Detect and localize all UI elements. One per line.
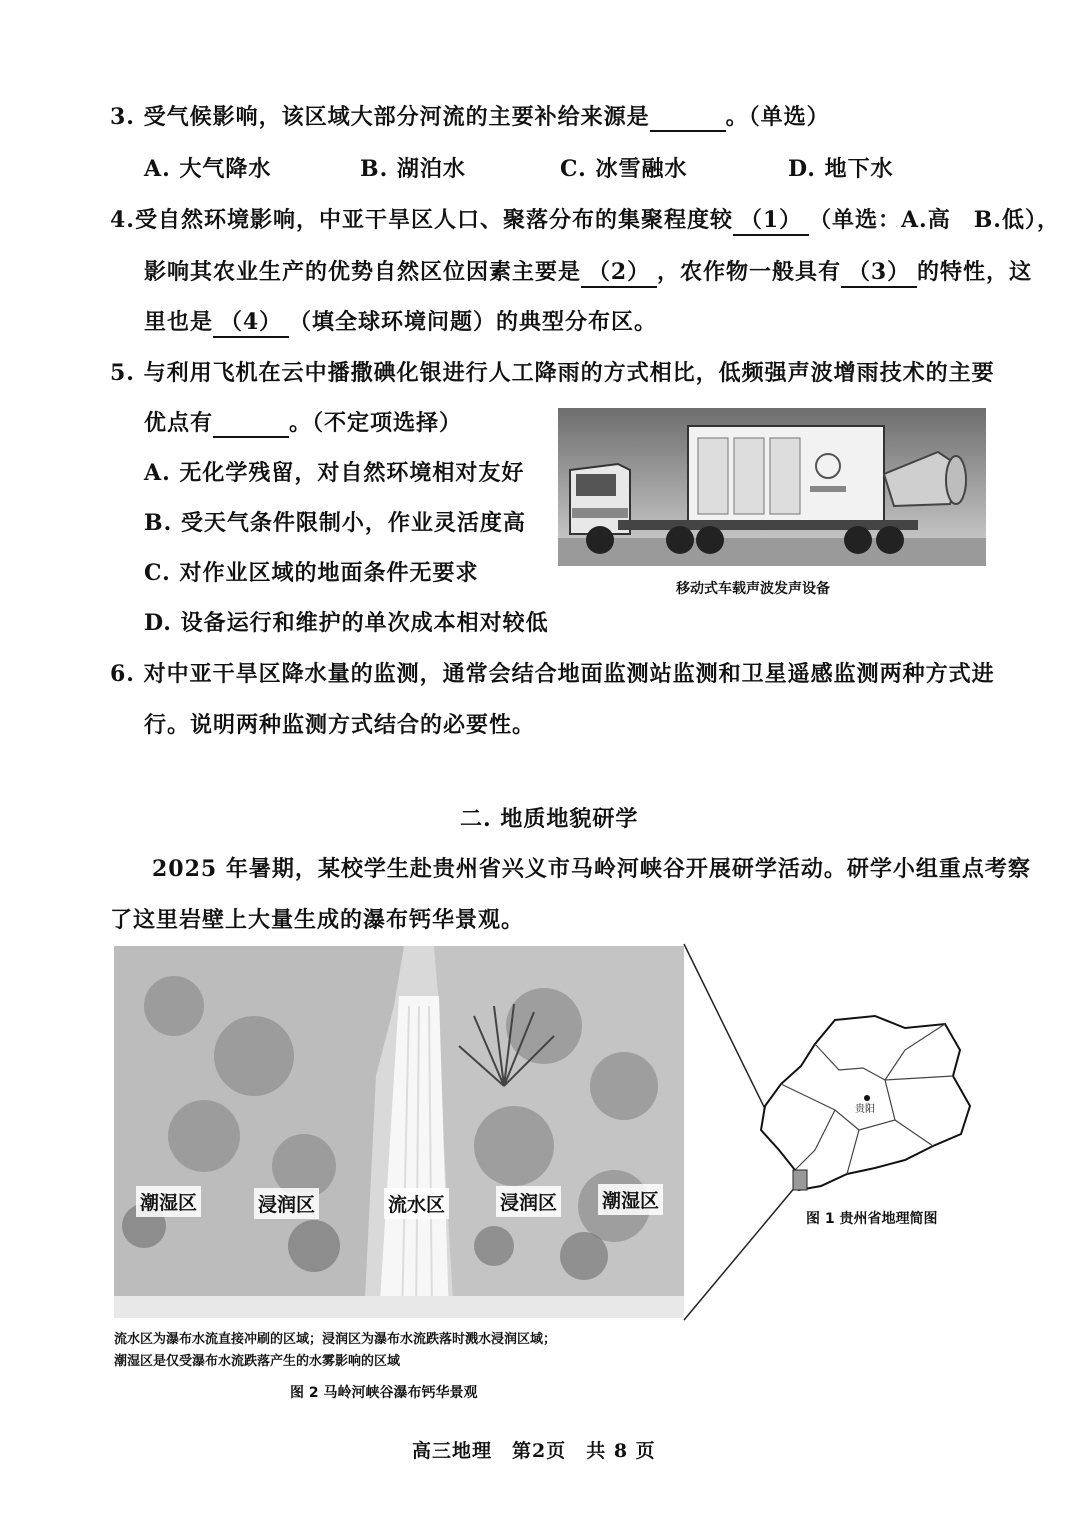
truck-caption: 移动式车载声波发声设备 [676, 581, 830, 597]
guizhou-map [755, 1010, 985, 1200]
zone-label-humid-left: 潮湿区 [136, 1186, 201, 1217]
q5-answer-blank[interactable] [213, 410, 289, 438]
figure2-note-line1: 流水区为瀑布水流直接冲刷的区域；浸润区为瀑布水流跌落时溅水浸润区域； [114, 1332, 557, 1347]
page-footer: 高三地理 第2页 共 8 页 [412, 1440, 656, 1462]
q3-option-d: D. 地下水 [788, 156, 894, 182]
q5-option-a: A. 无化学残留，对自然环境相对友好 [144, 460, 525, 486]
zone-label-soak-right: 浸润区 [496, 1186, 561, 1217]
q5-line2: 优点有 。（不定项选择） [144, 410, 463, 436]
q5-option-c: C. 对作业区域的地面条件无要求 [144, 560, 479, 586]
truck-photo [558, 408, 986, 566]
q4-blank-1[interactable]: （1） [733, 203, 809, 236]
section2-intro-line2: 了这里岩壁上大量生成的瀑布钙华景观。 [110, 907, 525, 933]
map-city-label: 贵阳 [855, 1104, 875, 1115]
q3-option-c: C. 冰雪融水 [560, 156, 688, 182]
waterfall-figure [114, 946, 684, 1318]
q5-option-d: D. 设备运行和维护的单次成本相对较低 [144, 610, 549, 636]
q4-blank-4[interactable]: （4） [213, 305, 289, 338]
q3-option-b: B. 湖泊水 [360, 156, 466, 182]
waterfall-illustration [114, 946, 684, 1318]
zone-label-flow: 流水区 [384, 1188, 449, 1219]
figure2-note-line2: 潮湿区是仅受瀑布水流跌落产生的水雾影响的区域 [114, 1354, 401, 1369]
section2-title: 二. 地质地貌研学 [460, 806, 639, 832]
q4-line1: 4.受自然环境影响，中亚干旱区人口、聚落分布的集聚程度较 （1） （单选：A.高 B.低）， [110, 203, 1060, 236]
q4-blank-2[interactable]: （2） [581, 255, 657, 288]
q6-line2: 行。说明两种监测方式结合的必要性。 [144, 712, 536, 738]
section2-intro-line1: 2025 年暑期，某校学生赴贵州省兴义市马岭河峡谷开展研学活动。研学小组重点考察 [152, 856, 1031, 882]
zone-label-soak-left: 浸润区 [254, 1188, 319, 1219]
q4-line2: 影响其农业生产的优势自然区位因素主要是 （2） ，农作物一般具有 （3） 的特性，这 [144, 255, 1032, 288]
q4-blank-3[interactable]: （3） [841, 255, 917, 288]
q4-line3: 里也是 （4） （填全球环境问题）的典型分布区。 [144, 305, 657, 338]
q5-line1: 5. 与利用飞机在云中播撒碘化银进行人工降雨的方式相比，低频强声波增雨技术的主要 [110, 360, 995, 386]
q3-option-a: A. 大气降水 [144, 156, 272, 182]
q6-line1: 6. 对中亚干旱区降水量的监测，通常会结合地面监测站监测和卫星遥感监测两种方式进 [110, 661, 995, 687]
q3-answer-blank[interactable] [650, 104, 726, 132]
figure1-caption: 图 1 贵州省地理简图 [806, 1211, 938, 1227]
figure2-caption: 图 2 马岭河峡谷瀑布钙华景观 [290, 1385, 478, 1401]
zone-label-humid-right: 潮湿区 [598, 1184, 663, 1215]
q3-stem: 3. 受气候影响，该区域大部分河流的主要补给来源是 。（单选） [110, 104, 830, 130]
truck-illustration [558, 408, 986, 566]
q5-option-b: B. 受天气条件限制小，作业灵活度高 [144, 510, 526, 536]
